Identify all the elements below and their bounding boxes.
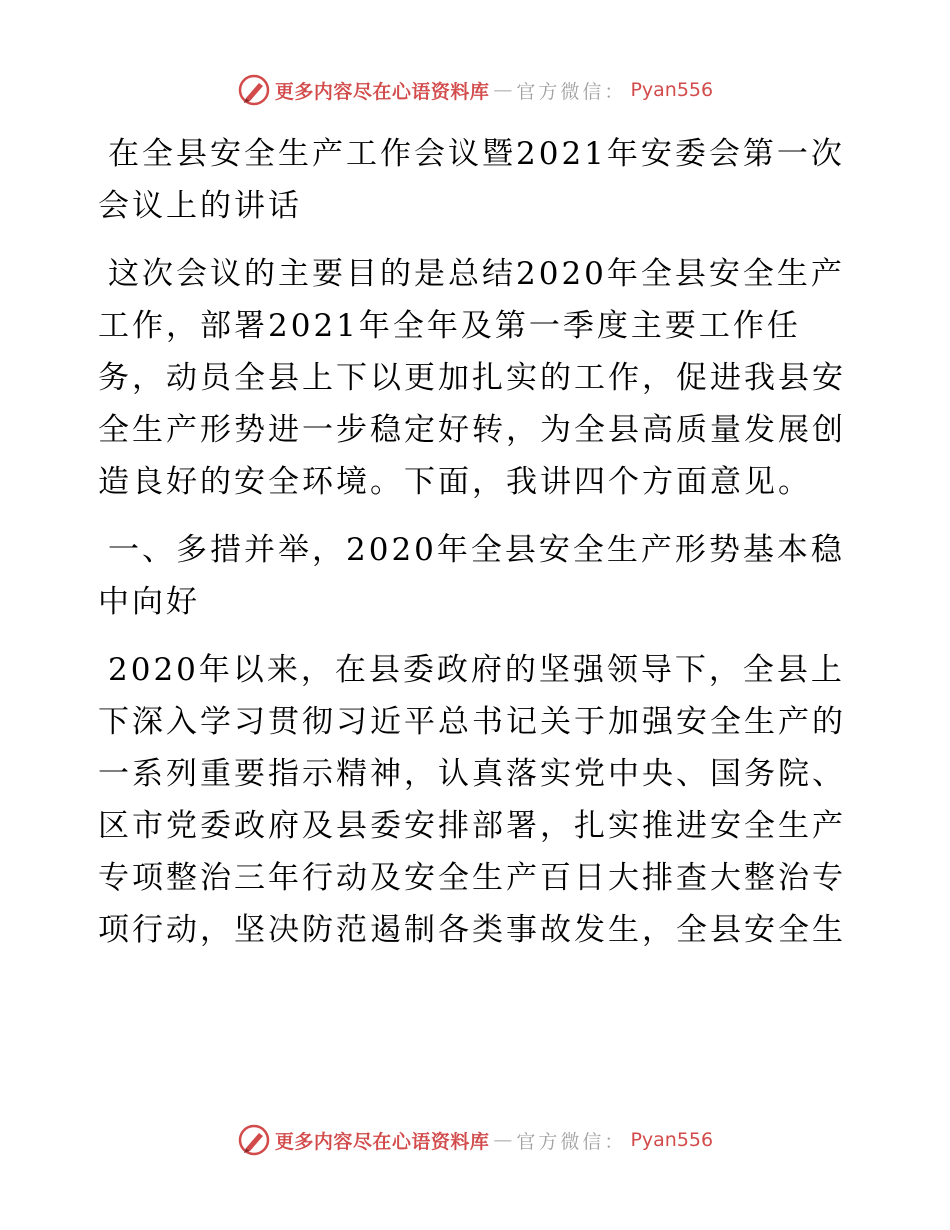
watermark-label: 官方微信： <box>516 80 627 103</box>
watermark-brand: 更多内容尽在心语资料库 <box>274 1130 490 1153</box>
watermark-label: 官方微信： <box>516 1130 627 1153</box>
section-heading: 一、多措并举，2020年全县安全生产形势基本稳中向好 <box>98 532 845 620</box>
watermark-separator: — <box>493 79 513 101</box>
intro-paragraph: 这次会议的主要目的是总结2020年全县安全生产工作，部署2021年全年及第一季度主要工作任务，动员全县上下以更加扎实的工作，促进我县安全生产形势进一步稳定好转，为全县高质量发展创造良好的安全环境。下面，我讲四个方面意见。 <box>98 256 846 500</box>
document-body <box>98 128 850 972</box>
section-paragraph: 2020年以来，在县委政府的坚强领导下，全县上下深入学习贯彻习近平总书记关于加强安全生产的一系列重要指示精神，认真落实党中央、国务院、区市党委政府及县委安排部署，扎实推进安全生产专项整治三年行动及安全生产百日大排查大整治专项行动，坚决防范遏制各类事故发生，全县安全生 <box>98 652 846 948</box>
pen-logo-icon <box>237 1123 271 1157</box>
watermark-brand: 更多内容尽在心语资料库 <box>274 80 490 103</box>
watermark-separator: — <box>493 1129 513 1151</box>
watermark-id: Pyan556 <box>630 1129 714 1151</box>
pen-logo-icon <box>237 73 271 107</box>
bottom-watermark <box>0 1120 950 1160</box>
watermark-id: Pyan556 <box>630 79 714 101</box>
document-title: 在全县安全生产工作会议暨2021年安委会第一次会议上的讲话 <box>98 136 845 224</box>
top-watermark <box>0 70 950 110</box>
